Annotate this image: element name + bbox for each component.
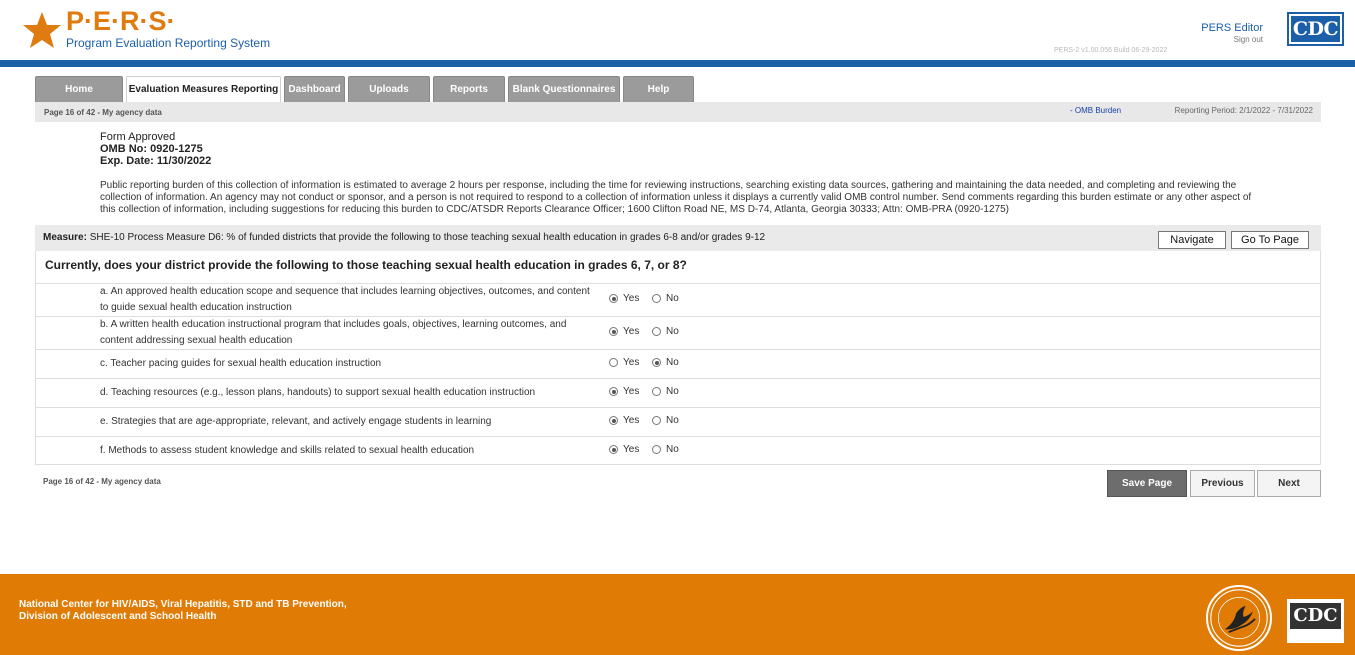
answer-no-option[interactable] [652, 444, 679, 455]
question-row-label: b. A written health education instructional program that includes goals, objectives, learning outcomes, and content addressing sexual health education [100, 319, 567, 346]
page-footer [0, 574, 1355, 655]
question-row [36, 316, 1320, 349]
radio-label: No [666, 326, 679, 337]
radio-yes[interactable] [609, 445, 618, 454]
cdc-logo[interactable] [1287, 12, 1344, 46]
radio-label: Yes [623, 326, 640, 337]
radio-label: No [666, 293, 679, 304]
tab-reports[interactable]: Reports [433, 76, 505, 102]
tab-evaluation-measures-reporting[interactable]: Evaluation Measures Reporting [126, 76, 281, 102]
radio-no[interactable] [652, 358, 661, 367]
cdc-logo-text: CDC [1292, 18, 1339, 40]
tab-help[interactable]: Help [623, 76, 694, 102]
radio-no[interactable] [652, 416, 661, 425]
reporting-period: Reporting Period: 2/1/2022 - 7/31/2022 [1174, 106, 1313, 115]
answer-no-option[interactable] [652, 326, 679, 337]
question-row-label: c. Teacher pacing guides for sexual health education instruction [100, 358, 382, 369]
question-row [36, 283, 1320, 316]
answer-no-option[interactable] [652, 357, 679, 368]
star-icon [22, 11, 62, 49]
burden-statement: Public reporting burden of this collection of information is estimated to average 2 hours per response, including the time for reviewing instructions, searching existing data sources, gathering and maintaining the data needed, and completing and reviewing the collection of information. An agency may not conduct or sponsor, and a person is not required to respond to a collection of information unless it displays a currently valid OMB control number. Send comments regarding this burden estimate or any other aspect of this collection of information, including suggestions for reducing this burden to CDC/ATSDR Reports Clearance Officer; 1600 Clifton Road NE, MS D-74, Atlanta, Georgia 30333; Attn: OMB-PRA (0920-1275) [100, 180, 1252, 215]
radio-label: No [666, 357, 679, 368]
answer-yes-option[interactable] [609, 444, 639, 455]
question-row-label: e. Strategies that are age-appropriate, relevant, and actively engage students in learning [100, 416, 492, 427]
page-info-bar [35, 102, 1321, 122]
question-row [36, 407, 1320, 436]
radio-yes[interactable] [609, 387, 618, 396]
form-approved-block [100, 131, 211, 167]
previous-button[interactable]: Previous [1190, 470, 1255, 497]
radio-yes[interactable] [609, 416, 618, 425]
question-row [36, 349, 1320, 378]
expiration-date: Exp. Date: 11/30/2022 [100, 155, 212, 167]
question-row [36, 378, 1320, 407]
measure-bar [35, 225, 1321, 251]
radio-label: No [666, 444, 679, 455]
signout-link[interactable]: Sign out [1233, 35, 1263, 44]
page-indicator-bottom: Page 16 of 42 - My agency data [43, 477, 161, 486]
radio-label: Yes [623, 357, 640, 368]
user-name: PERS Editor [1201, 22, 1263, 34]
answer-yes-option[interactable] [609, 326, 639, 337]
radio-label: Yes [623, 444, 640, 455]
header-divider [0, 60, 1355, 67]
answer-yes-option[interactable] [609, 415, 639, 426]
page-header [0, 0, 1355, 60]
answer-no-option[interactable] [652, 386, 679, 397]
question-panel [35, 251, 1321, 465]
answer-yes-option[interactable] [609, 386, 639, 397]
logo-subtitle: Program Evaluation Reporting System [66, 36, 271, 50]
footer-text [19, 599, 347, 623]
answer-no-option[interactable] [652, 415, 679, 426]
measure-description [43, 232, 765, 243]
tab-dashboard[interactable]: Dashboard [284, 76, 345, 102]
question-row-label: d. Teaching resources (e.g., lesson plans, handouts) to support sexual health education instruction [100, 387, 536, 398]
answer-no-option[interactable] [652, 293, 679, 304]
question-row-label: f. Methods to assess student knowledge and skills related to sexual health education [100, 445, 475, 456]
cdc-footer-logo-text: CDC [1290, 603, 1341, 629]
version-label: PERS-2 v1.00.056 Build 06-29-2022 [1054, 47, 1168, 54]
radio-no[interactable] [652, 387, 661, 396]
navigate-button[interactable]: Navigate [1158, 231, 1226, 249]
question-text: Currently, does your district provide the following to those teaching sexual health education in grades 6, 7, or 8? [45, 258, 687, 272]
radio-label: Yes [623, 415, 640, 426]
tab-uploads[interactable]: Uploads [348, 76, 430, 102]
question-row-label: a. An approved health education scope and sequence that includes learning objectives, outcomes, and content to guide sexual health education instruction [100, 286, 590, 313]
radio-label: No [666, 386, 679, 397]
form-approved-label: Form Approved [100, 131, 176, 143]
omb-number: OMB No: 0920-1275 [100, 143, 203, 155]
radio-label: Yes [623, 386, 640, 397]
answer-yes-option[interactable] [609, 357, 639, 368]
omb-burden-link[interactable]: - OMB Burden [1070, 106, 1122, 115]
radio-yes[interactable] [609, 294, 618, 303]
main-tabs [35, 76, 694, 102]
tab-home[interactable]: Home [35, 76, 123, 102]
radio-no[interactable] [652, 327, 661, 336]
logo-wordmark[interactable]: P·E·R·S· [66, 6, 176, 36]
tab-blank-questionnaires[interactable]: Blank Questionnaires [508, 76, 620, 102]
next-button[interactable]: Next [1257, 470, 1321, 497]
footer-line-2: Division of Adolescent and School Health [19, 611, 217, 622]
page-indicator: Page 16 of 42 - My agency data [44, 108, 162, 117]
measure-label: Measure: [43, 232, 87, 243]
radio-no[interactable] [652, 294, 661, 303]
answer-yes-option[interactable] [609, 293, 639, 304]
radio-no[interactable] [652, 445, 661, 454]
measure-text: SHE-10 Process Measure D6: % of funded districts that provide the following to those teaching sexual health education in grades 6-8 and/or grades 9-12 [89, 232, 766, 243]
radio-yes[interactable] [609, 358, 618, 367]
footer-line-1: National Center for HIV/AIDS, Viral Hepatitis, STD and TB Prevention, [19, 599, 347, 610]
radio-yes[interactable] [609, 327, 618, 336]
radio-label: Yes [623, 293, 640, 304]
question-row [36, 436, 1320, 465]
hhs-seal-icon [1206, 585, 1272, 651]
go-to-page-button[interactable]: Go To Page [1231, 231, 1309, 249]
save-page-button[interactable]: Save Page [1107, 470, 1187, 497]
cdc-footer-logo[interactable] [1287, 599, 1344, 643]
radio-label: No [666, 415, 679, 426]
